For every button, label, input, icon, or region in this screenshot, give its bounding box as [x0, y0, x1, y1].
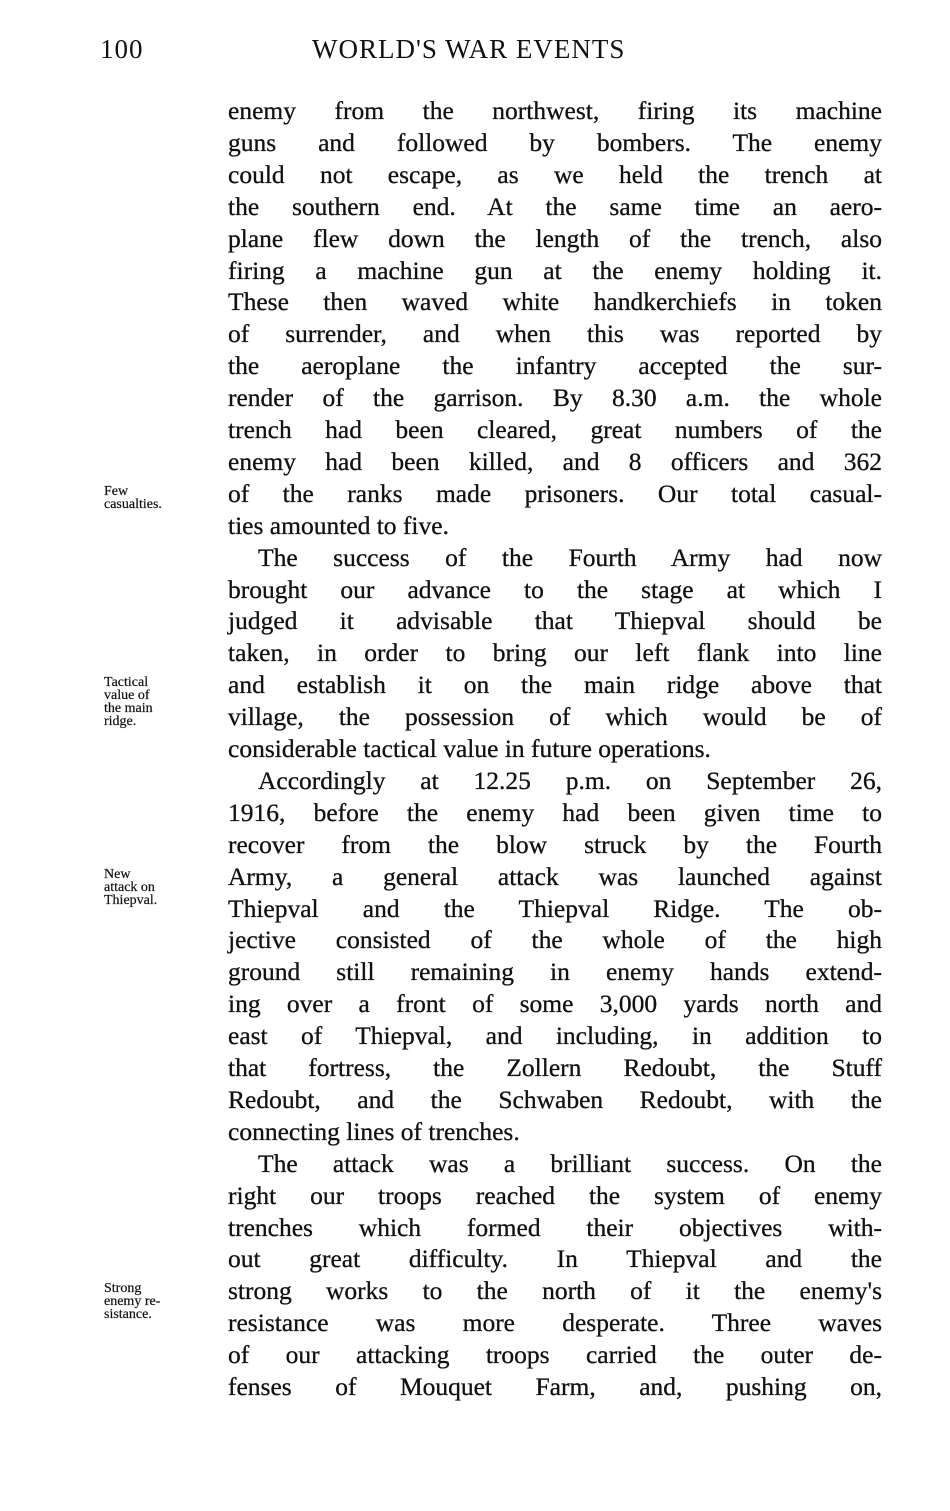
- text-line: of our attacking troops carried the outer de-: [228, 1340, 882, 1370]
- side-note-line: ridge.: [104, 714, 137, 730]
- text-line: right our troops reached the system of enemy: [228, 1180, 882, 1210]
- text-line: ground still remaining in enemy hands extend-: [228, 957, 882, 987]
- text-line: render of the garrison. By 8.30 a.m. the whole: [228, 383, 882, 413]
- text-line: ties amounted to five.: [228, 510, 449, 540]
- text-line: The success of the Fourth Army had now: [258, 542, 882, 572]
- text-line: of the ranks made prisoners. Our total casual-: [228, 478, 882, 508]
- text-line: These then waved white handkerchiefs in token: [228, 287, 882, 317]
- side-note-line: enemy re-: [104, 1294, 161, 1310]
- text-line: Accordingly at 12.25 p.m. on September 26,: [258, 765, 882, 795]
- text-line: recover from the blow struck by the Fourth: [228, 829, 882, 859]
- text-line: the southern end. At the same time an aero-: [228, 191, 882, 221]
- text-line: enemy had been killed, and 8 officers and 362: [228, 446, 882, 476]
- text-line: that fortress, the Zollern Redoubt, the Stuff: [228, 1053, 882, 1082]
- text-line: trenches which formed their objectives with-: [228, 1212, 882, 1242]
- side-note-line: casualties.: [104, 496, 162, 512]
- side-note-line: Thiepval.: [104, 892, 158, 908]
- text-line: 1916, before the enemy had been given time to: [228, 797, 882, 827]
- side-note: [104, 676, 224, 728]
- page-number: 100: [100, 34, 144, 64]
- text-line: of surrender, and when this was reported by: [228, 319, 882, 349]
- text-line: the aeroplane the infantry accepted the sur-: [228, 351, 882, 381]
- text-line: The attack was a brilliant success. On the: [258, 1148, 882, 1178]
- text-line: taken, in order to bring our left flank into line: [228, 638, 882, 668]
- text-line: considerable tactical value in future operations.: [228, 734, 711, 763]
- text-line: out great difficulty. In Thiepval and the: [228, 1244, 882, 1274]
- text-line: Army, a general attack was launched against: [228, 861, 882, 891]
- text-line: judged it advisable that Thiepval should be: [228, 606, 882, 636]
- text-line: plane flew down the length of the trench, also: [228, 223, 882, 253]
- side-note-line: Few: [104, 483, 129, 499]
- text-line: firing a machine gun at the enemy holding it.: [228, 255, 882, 285]
- text-line: Thiepval and the Thiepval Ridge. The ob-: [228, 893, 882, 923]
- text-line: east of Thiepval, and including, in addition to: [228, 1021, 882, 1051]
- text-line: enemy from the northwest, firing its machine: [228, 96, 882, 125]
- side-note-line: sistance.: [104, 1307, 152, 1323]
- text-line: jective consisted of the whole of the high: [228, 925, 882, 955]
- side-note-line: Tactical: [104, 675, 149, 691]
- text-line: could not escape, as we held the trench at: [228, 159, 882, 189]
- side-note-line: Strong: [104, 1281, 142, 1297]
- side-note-line: value of: [104, 688, 150, 704]
- side-note: [104, 1282, 224, 1321]
- text-line: strong works to the north of it the enemy's: [228, 1276, 882, 1306]
- text-line: village, the possession of which would be of: [228, 702, 882, 732]
- text-line: ing over a front of some 3,000 yards north and: [228, 989, 882, 1019]
- text-line: and establish it on the main ridge above that: [228, 670, 882, 700]
- text-line: guns and followed by bombers. The enemy: [228, 127, 882, 157]
- text-line: fenses of Mouquet Farm, and, pushing on,: [228, 1372, 882, 1401]
- text-line: connecting lines of trenches.: [228, 1116, 520, 1146]
- text-line: resistance was more desperate. Three waves: [228, 1308, 882, 1338]
- running-title: WORLD'S WAR EVENTS: [312, 34, 626, 64]
- side-note: [104, 485, 224, 511]
- text-line: Redoubt, and the Schwaben Redoubt, with the: [228, 1084, 882, 1114]
- side-note-line: the main: [104, 701, 153, 717]
- text-line: brought our advance to the stage at which I: [228, 574, 882, 604]
- side-note-line: New: [104, 866, 131, 882]
- side-note: [104, 868, 224, 907]
- text-line: trench had been cleared, great numbers of the: [228, 415, 882, 444]
- side-note-line: attack on: [104, 879, 155, 895]
